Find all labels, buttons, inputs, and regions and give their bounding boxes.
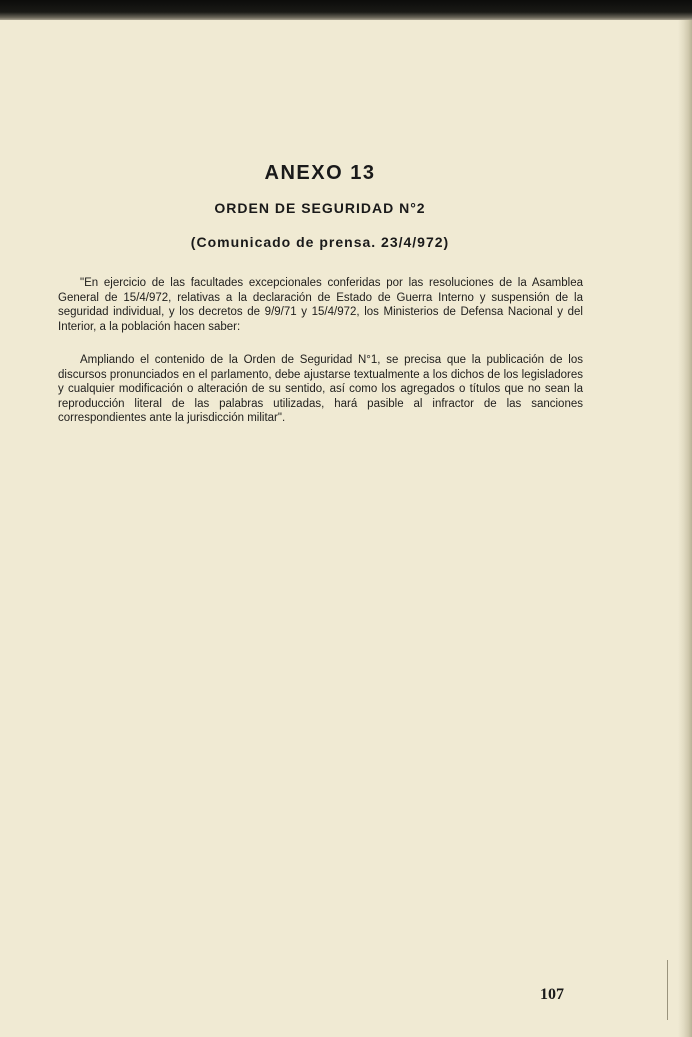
order-subtitle: ORDEN DE SEGURIDAD N°2: [214, 200, 426, 216]
body-paragraph-1: "En ejercicio de las facultades excepcionales conferidas por las resoluciones de la Asamblea General de 15/4/972, relativas a la declaración de Estado de Guerra Interno y suspensión de la seguridad individual, y los decretos de 9/9/71 y 15/4/972, los Ministerios de Defensa Nacional y del Interior, a la población hacen saber:: [58, 277, 583, 333]
scan-top-edge: [0, 0, 692, 22]
press-release-note: (Comunicado de prensa. 23/4/972): [190, 234, 450, 250]
annex-title: ANEXO 13: [264, 162, 376, 184]
page-edge-line: [667, 960, 668, 1020]
body-paragraph-2: Ampliando el contenido de la Orden de Seguridad N°1, se precisa que la publicación de los discursos pronunciados en el parlamento, debe ajustarse textualmente a los dichos de los legisladores y cualquier modificación o alteración de su sentido, así como los agregados o títulos que no sean la reproducción literal de las palabras utilizadas, hará pasible al infractor de las sanciones correspondientes ante la jurisdicción militar".: [58, 354, 583, 424]
page-number: 107: [540, 986, 564, 1003]
page-right-edge: [678, 20, 692, 1037]
